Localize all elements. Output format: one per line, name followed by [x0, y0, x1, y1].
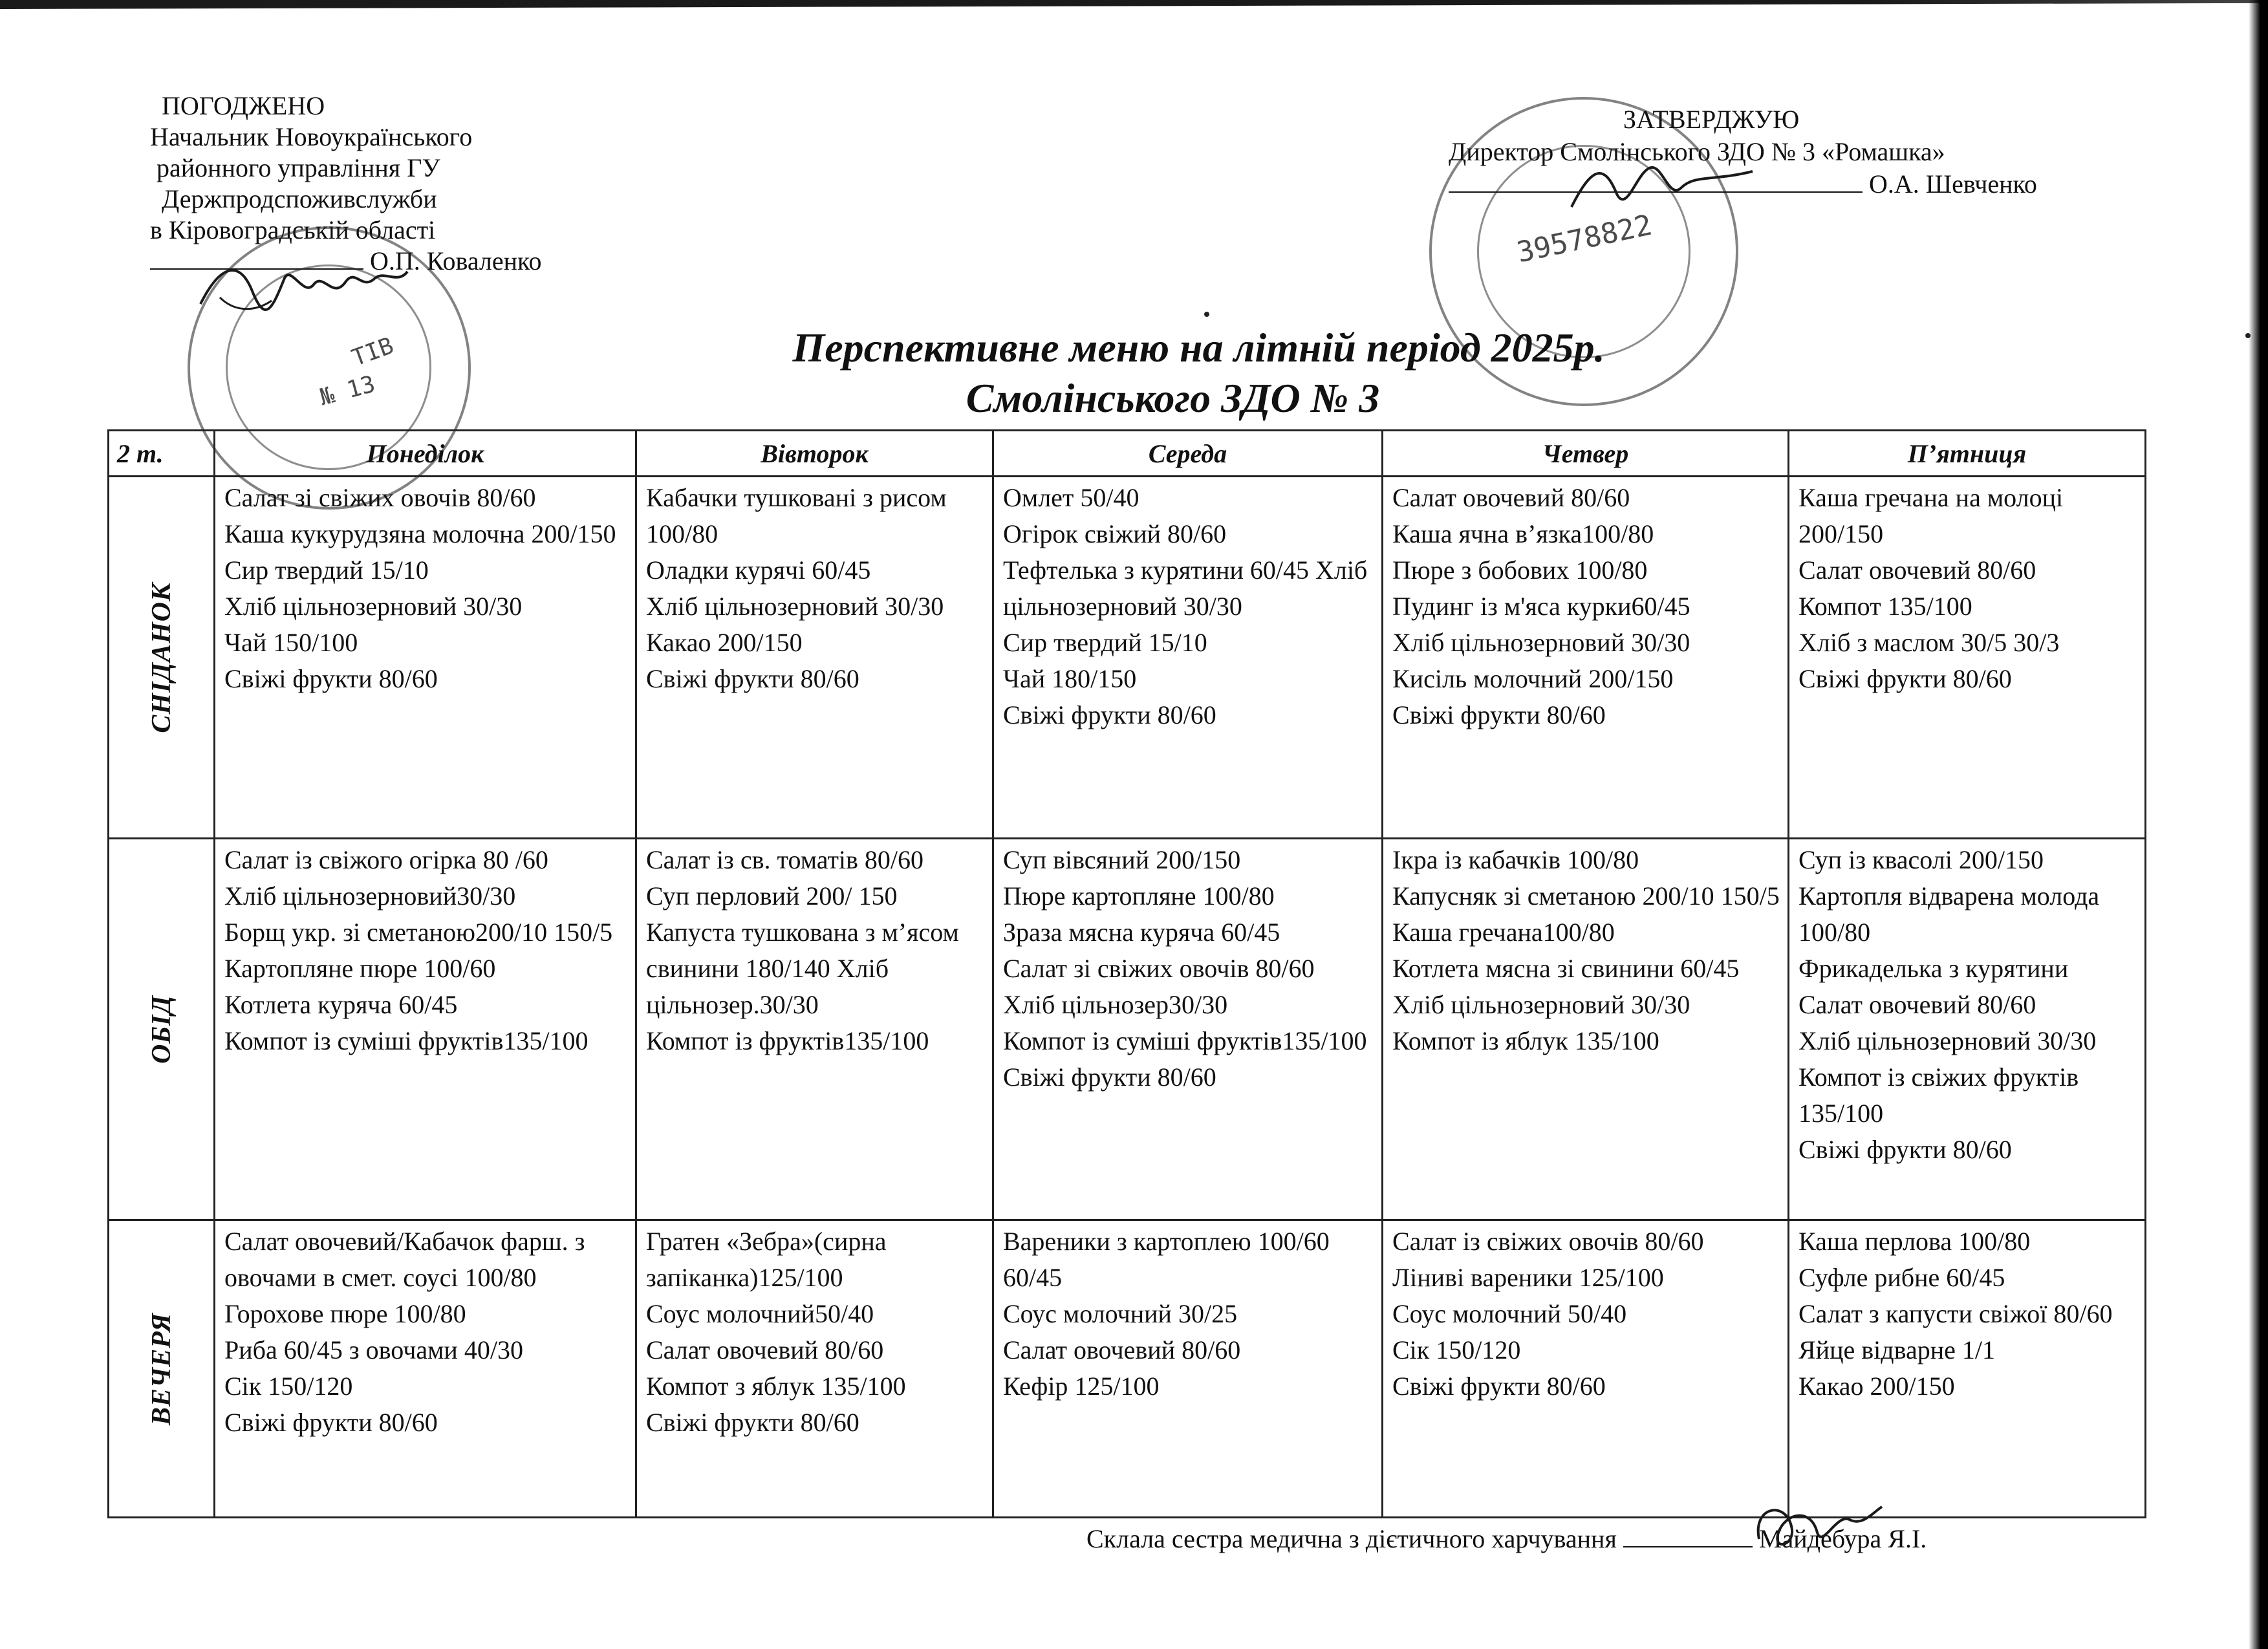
menu-cell-content: [1383, 1221, 1787, 1405]
menu-item: Горохове пюре 100/80: [224, 1299, 466, 1328]
menu-item: Салат овочевий 80/60: [1798, 990, 2036, 1019]
menu-item: Ліниві вареники 125/100: [1392, 1263, 1664, 1292]
approval-heading: ПОГОДЖЕНО: [162, 91, 325, 120]
menu-item: Суфле рибне 60/45: [1798, 1263, 2005, 1292]
approval-heading: ЗАТВЕРДЖУЮ: [1623, 105, 1800, 134]
menu-item: Свіжі фрукти 80/60: [646, 1408, 859, 1437]
menu-item: Риба 60/45 з овочами 40/30: [224, 1335, 523, 1364]
day-header: Вівторок: [636, 431, 993, 477]
menu-cell-content: [1789, 477, 2144, 697]
meal-label: [109, 839, 215, 1220]
menu-item: Суп вівсяний 200/150: [1003, 845, 1241, 874]
menu-item: Сир твердий 15/10: [1003, 628, 1207, 657]
table-corner: 2 т.: [109, 431, 215, 477]
menu-cell: [993, 477, 1383, 839]
menu-item: Пудинг із м'яса курки60/45: [1392, 592, 1690, 621]
menu-item: Капусняк зі сметаною 200/10 150/5: [1392, 881, 1780, 911]
menu-item: Борщ укр. зі сметаною200/10 150/5: [224, 918, 613, 947]
menu-item: Кисіль молочний 200/150: [1392, 664, 1674, 693]
menu-item: Капуста тушкована з м’ясом свинини 180/140 Хліб цільнозер.30/30: [646, 918, 959, 1019]
menu-item: Компот із суміші фруктів135/100: [224, 1026, 589, 1055]
menu-item: Хліб цільнозерновий 30/30: [1798, 1026, 2097, 1055]
approval-line: Начальник Новоукраїнського: [150, 122, 473, 151]
menu-item: Гратен «Зебра»(сирна запіканка)125/100: [646, 1227, 887, 1292]
approval-signatory: О.А. Шевченко: [1869, 169, 2037, 199]
menu-item: Оладки курячі 60/45: [646, 555, 871, 585]
menu-item: Хліб цільнозерновий 30/30: [646, 592, 944, 621]
day-header: Понеділок: [215, 431, 636, 477]
scan-speck: [1204, 312, 1209, 317]
signature-footer: [1746, 1494, 1888, 1558]
meal-name: СНІДАНОК: [146, 581, 177, 733]
day-header: Середа: [993, 431, 1383, 477]
menu-item: Хліб з маслом 30/5 30/3: [1798, 628, 2060, 657]
day-header: Четвер: [1383, 431, 1789, 477]
menu-item: Компот із фруктів135/100: [646, 1026, 929, 1055]
menu-item: Омлет 50/40: [1003, 483, 1139, 512]
table-header-row: [109, 431, 2146, 477]
menu-cell-content: [994, 477, 1381, 733]
menu-cell: [1789, 477, 2146, 839]
seal-fragment: № 13: [317, 371, 378, 411]
menu-item: Суп перловий 200/ 150: [646, 881, 898, 911]
menu-item: Компот із яблук 135/100: [1392, 1026, 1659, 1055]
menu-cell: [636, 477, 993, 839]
approval-position: Директор Смолінського ЗДО № 3 «Ромашка»: [1449, 137, 1945, 166]
menu-cell: [215, 839, 636, 1220]
menu-item: Картопля відварена молода 100/80: [1798, 881, 2100, 947]
day-header: П’ятниця: [1789, 431, 2146, 477]
approval-signatory: О.П. Коваленко: [370, 246, 542, 275]
menu-cell: [215, 477, 636, 839]
signature-underline: [1623, 1546, 1753, 1547]
menu-item: Кефір 125/100: [1003, 1372, 1160, 1401]
menu-cell-content: [994, 839, 1381, 1095]
menu-item: Салат зі свіжих овочів 80/60: [224, 483, 536, 512]
menu-item: Компот із свіжих фруктів 135/100: [1798, 1062, 2079, 1128]
menu-item: Салат із свіжих овочів 80/60: [1392, 1227, 1704, 1256]
menu-item: Свіжі фрукти 80/60: [1003, 1062, 1216, 1092]
signature-left: [194, 252, 414, 330]
signature-right: [1565, 149, 1759, 226]
menu-cell: [1789, 839, 2146, 1220]
menu-item: Яйце відварне 1/1: [1798, 1335, 1995, 1364]
meal-row-dinner: [109, 1220, 2146, 1518]
approval-line: в Кіровоградській області: [150, 215, 436, 244]
menu-item: Ікра із кабачків 100/80: [1392, 845, 1639, 874]
menu-item: Свіжі фрукти 80/60: [224, 1408, 438, 1437]
menu-item: Хліб цільнозерновий 30/30: [1392, 628, 1690, 657]
menu-item: Компот із суміші фруктів135/100: [1003, 1026, 1367, 1055]
compiled-by-label: Склала сестра медична з дієтичного харчування: [1086, 1524, 1617, 1553]
menu-item: Сік 150/120: [224, 1372, 353, 1401]
meal-row-breakfast: [109, 477, 2146, 839]
menu-item: Каша ячна в’язка100/80: [1392, 519, 1654, 548]
scan-border-top: [0, 0, 2268, 9]
menu-item: Хліб цільнозерновий 30/30: [224, 592, 523, 621]
menu-table: [107, 429, 2146, 1518]
menu-item: Чай 150/100: [224, 628, 358, 657]
menu-item: Котлета куряча 60/45: [224, 990, 458, 1019]
meal-name: ВЕЧЕРЯ: [146, 1312, 177, 1425]
document-title: Перспективне меню на літній період 2025р.: [792, 325, 1605, 371]
menu-item: Пюре картопляне 100/80: [1003, 881, 1275, 911]
menu-item: Пюре з бобових 100/80: [1392, 555, 1648, 585]
menu-item: Салат із св. томатів 80/60: [646, 845, 924, 874]
menu-item: Зраза мясна куряча 60/45: [1003, 918, 1280, 947]
menu-item: Вареники з картоплею 100/60 60/45: [1003, 1227, 1330, 1292]
menu-item: Хліб цільнозерновий30/30: [224, 881, 516, 911]
menu-cell: [215, 1220, 636, 1518]
document-subtitle: Смолінського ЗДО № 3: [966, 375, 1380, 421]
menu-item: Свіжі фрукти 80/60: [646, 664, 859, 693]
menu-item: Компот з яблук 135/100: [646, 1372, 906, 1401]
menu-item: Суп із квасолі 200/150: [1798, 845, 2044, 874]
menu-item: Какао 200/150: [646, 628, 803, 657]
menu-item: Салат зі свіжих овочів 80/60: [1003, 954, 1315, 983]
menu-item: Компот 135/100: [1798, 592, 1972, 621]
menu-item: Свіжі фрукти 80/60: [1798, 664, 2012, 693]
menu-item: Огірок свіжий 80/60: [1003, 519, 1227, 548]
meal-name: ОБІД: [146, 995, 177, 1064]
menu-item: Какао 200/150: [1798, 1372, 1955, 1401]
menu-cell-content: [637, 477, 992, 697]
menu-item: Свіжі фрукти 80/60: [1798, 1135, 2012, 1164]
menu-cell: [1789, 1220, 2146, 1518]
menu-item: Свіжі фрукти 80/60: [224, 664, 438, 693]
menu-item: Чай 180/150: [1003, 664, 1137, 693]
menu-item: Салат овочевий 80/60: [1003, 1335, 1241, 1364]
menu-cell: [636, 839, 993, 1220]
meal-row-lunch: [109, 839, 2146, 1220]
menu-item: Котлета мясна зі свинини 60/45: [1392, 954, 1740, 983]
meal-label: [109, 477, 215, 839]
approval-line: Держпродспоживслужби: [162, 184, 437, 213]
menu-cell-content: [994, 1221, 1381, 1405]
menu-item: Хліб цільнозер30/30: [1003, 990, 1228, 1019]
scan-border-right: [2249, 0, 2268, 1649]
menu-cell: [993, 839, 1383, 1220]
menu-cell: [636, 1220, 993, 1518]
menu-cell-content: [1789, 839, 2144, 1168]
menu-cell-content: [637, 839, 992, 1059]
menu-item: Свіжі фрукти 80/60: [1392, 1372, 1606, 1401]
menu-item: Сир твердий 15/10: [224, 555, 429, 585]
menu-item: Каша перлова 100/80: [1798, 1227, 2031, 1256]
menu-cell-content: [215, 477, 635, 697]
menu-item: Соус молочний 50/40: [1392, 1299, 1627, 1328]
compiled-by-signatory: Майдебура Я.І.: [1758, 1524, 1927, 1553]
menu-item: Сік 150/120: [1392, 1335, 1521, 1364]
menu-item: Свіжі фрукти 80/60: [1003, 700, 1216, 729]
menu-item: Салат овочевий 80/60: [646, 1335, 884, 1364]
menu-item: Каша гречана на молоці 200/150: [1798, 483, 2064, 548]
menu-item: Фрикаделька з курятини: [1798, 954, 2069, 983]
menu-item: Соус молочний50/40: [646, 1299, 874, 1328]
menu-item: Салат із свіжого огірка 80 /60: [224, 845, 548, 874]
menu-item: Каша кукурудзяна молочна 200/150: [224, 519, 616, 548]
menu-item: Свіжі фрукти 80/60: [1392, 700, 1606, 729]
menu-item: Кабачки тушковані з рисом 100/80: [646, 483, 947, 548]
menu-cell: [993, 1220, 1383, 1518]
menu-cell: [1383, 477, 1789, 839]
seal-code: 39578822: [1514, 208, 1655, 270]
menu-item: Картопляне пюре 100/60: [224, 954, 496, 983]
menu-cell-content: [215, 839, 635, 1059]
menu-item: Хліб цільнозерновий 30/30: [1392, 990, 1690, 1019]
menu-item: Соус молочний 30/25: [1003, 1299, 1238, 1328]
menu-item: Каша гречана100/80: [1392, 918, 1615, 947]
menu-item: Салат овочевий/Кабачок фарш. з овочами в смет. соусі 100/80: [224, 1227, 585, 1292]
menu-cell-content: [637, 1221, 992, 1441]
menu-cell-content: [215, 1221, 635, 1441]
menu-item: Салат з капусти свіжої 80/60: [1798, 1299, 2113, 1328]
menu-cell-content: [1789, 1221, 2144, 1405]
menu-item: Салат овочевий 80/60: [1798, 555, 2036, 585]
menu-item: Салат овочевий 80/60: [1392, 483, 1630, 512]
menu-cell: [1383, 839, 1789, 1220]
menu-item: Тефтелька з курятини 60/45 Хліб цільнозерновий 30/30: [1003, 555, 1368, 621]
menu-cell: [1383, 1220, 1789, 1518]
meal-label: [109, 1220, 215, 1518]
approval-line: районного управління ГУ: [157, 153, 440, 182]
menu-cell-content: [1383, 477, 1787, 733]
seal-fragment: ТІВ: [348, 332, 398, 372]
menu-cell-content: [1383, 839, 1787, 1059]
